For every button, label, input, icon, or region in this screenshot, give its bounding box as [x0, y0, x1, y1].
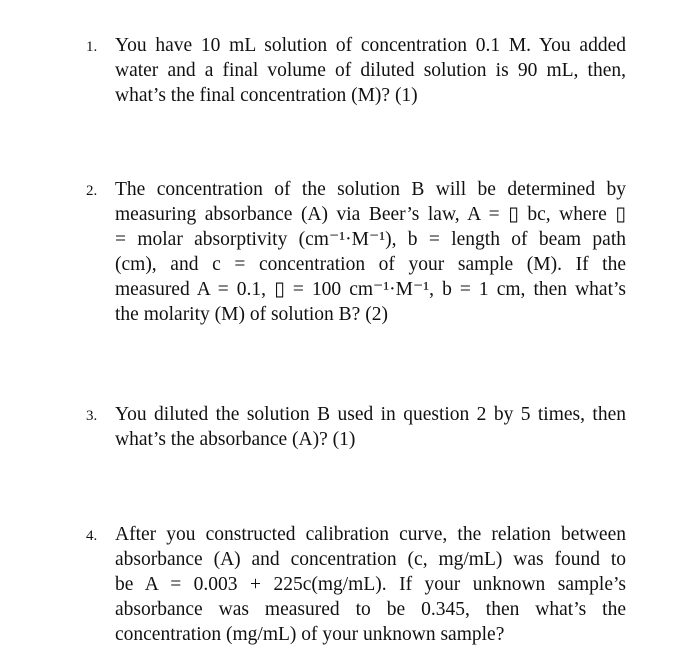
question-1	[86, 33, 626, 108]
question-number: 2.	[86, 183, 98, 199]
question-line	[86, 402, 626, 427]
question-line: the molarity (M) of solution B? (2)	[115, 304, 388, 325]
question-text: You diluted the solution B used in question 2 by 5 times, then	[115, 404, 626, 425]
question-line: absorbance (A) and concentration (c, mg/mL) was found to	[115, 549, 626, 570]
question-line: measured A = 0.1, ▯ = 100 cm⁻¹·M⁻¹, b = 1 cm, then what’s	[115, 279, 626, 300]
question-number: 3.	[86, 408, 98, 424]
question-number: 1.	[86, 39, 98, 55]
question-line: (cm), and c = concentration of your sample (M). If the	[115, 254, 626, 275]
question-number: 4.	[86, 528, 98, 544]
question-line	[86, 33, 626, 58]
question-line: absorbance was measured to be 0.345, then what’s the	[115, 599, 626, 620]
question-text: After you constructed calibration curve, the relation between	[115, 524, 626, 545]
question-line: concentration (mg/mL) of your unknown sample?	[115, 624, 505, 645]
question-line: what’s the final concentration (M)? (1)	[115, 85, 418, 106]
question-3	[86, 402, 626, 452]
question-line: what’s the absorbance (A)? (1)	[115, 429, 356, 450]
question-line: measuring absorbance (A) via Beer’s law, A = ▯ bc, where ▯	[115, 204, 626, 225]
question-line	[86, 177, 626, 202]
question-text: You have 10 mL solution of concentration 0.1 M. You added	[115, 35, 626, 56]
question-text: The concentration of the solution B will be determined by	[115, 179, 626, 200]
question-line: be A = 0.003 + 225c(mg/mL). If your unknown sample’s	[115, 574, 626, 595]
question-line	[86, 522, 626, 547]
question-2	[86, 177, 626, 327]
question-4	[86, 522, 626, 647]
question-line: = molar absorptivity (cm⁻¹·M⁻¹), b = length of beam path	[115, 229, 626, 250]
question-line: water and a final volume of diluted solution is 90 mL, then,	[115, 60, 626, 81]
